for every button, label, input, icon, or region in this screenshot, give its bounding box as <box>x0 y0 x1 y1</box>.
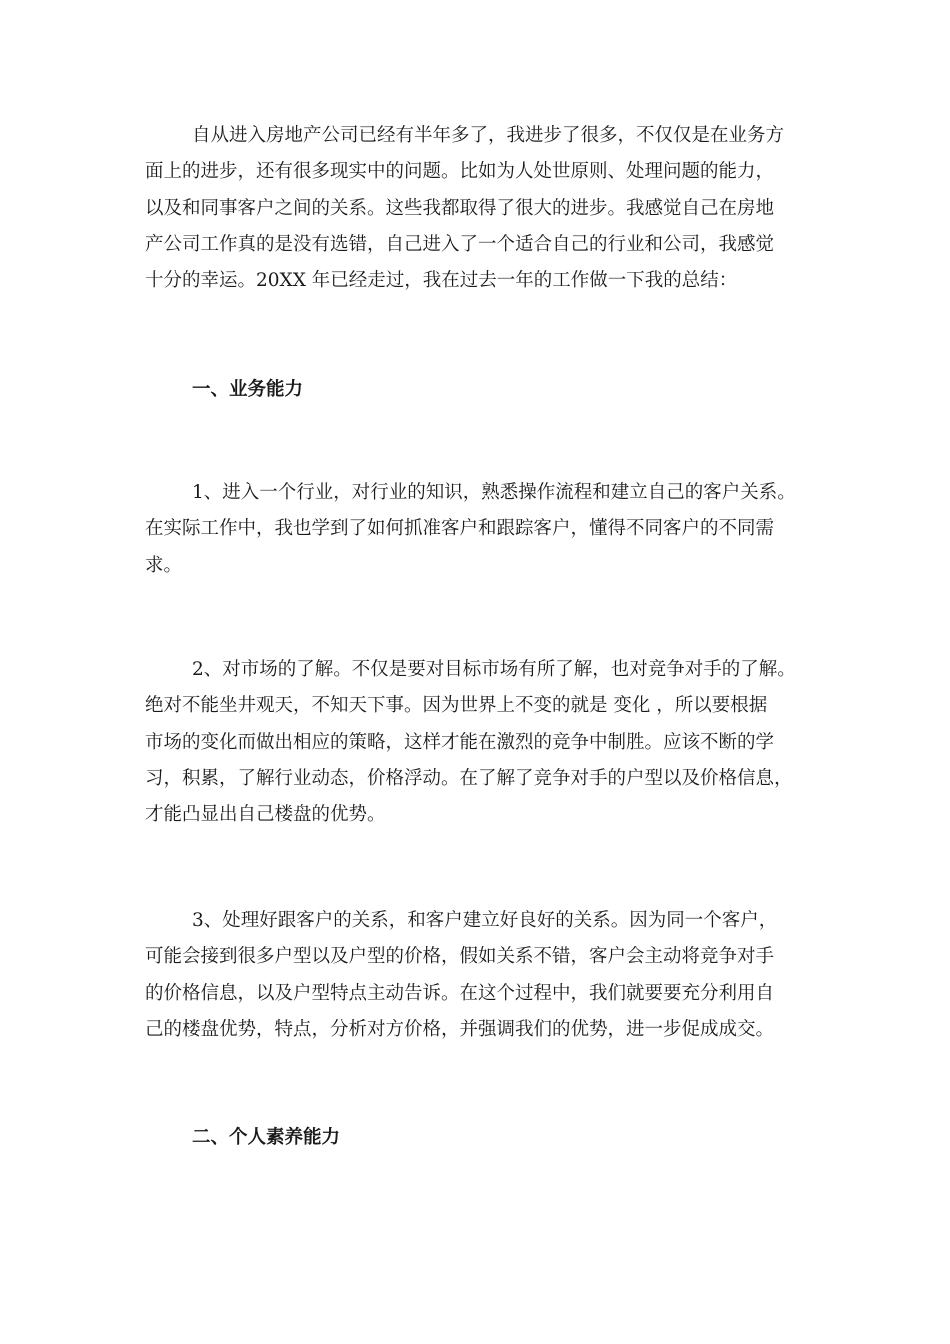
item-2-paragraph <box>145 652 815 833</box>
text-line: 3、处理好跟客户的关系，和客户建立好良好的关系。因为同一个客户， <box>192 910 778 931</box>
intro-paragraph <box>145 118 815 299</box>
text-line: 十分的幸运。20XX 年已经走过，我在过去一年的工作做一下我的总结： <box>145 270 738 292</box>
text-line: 以及和同事客户之间的关系。这些我都取得了很大的进步。我感觉自己在房地 <box>145 197 775 219</box>
text-line: 在实际工作中，我也学到了如何抓准客户和跟踪客户，懂得不同客户的不同需 <box>145 518 775 540</box>
text-line: 自从进入房地产公司已经有半年多了，我进步了很多，不仅仅是在业务方 <box>192 125 785 146</box>
text-line: 1、进入一个行业，对行业的知识，熟悉操作流程和建立自己的客户关系。 <box>192 482 796 503</box>
text-line: 可能会接到很多户型以及户型的价格，假如关系不错，客户会主动将竞争对手 <box>145 946 775 968</box>
text-line: 求。 <box>145 554 183 576</box>
item-1-paragraph <box>145 475 815 584</box>
section-heading-business: 一、业务能力 <box>192 379 304 400</box>
text-line: 才能凸显出自己楼盘的优势。 <box>145 804 386 826</box>
text-line: 产公司工作真的是没有选错，自己进入了一个适合自己的行业和公司，我感觉 <box>145 233 775 255</box>
section-heading-personal: 二、个人素养能力 <box>192 1127 341 1148</box>
text-line: 的价格信息，以及户型特点主动告诉。在这个过程中，我们就要要充分利用自 <box>145 982 775 1004</box>
text-line: 习，积累，了解行业动态，价格浮动。在了解了竞争对手的户型以及价格信息， <box>145 767 793 789</box>
text-line: 面上的进步，还有很多现实中的问题。比如为人处世原则、处理问题的能力， <box>145 161 775 183</box>
text-line: 市场的变化而做出相应的策略，这样才能在激烈的竞争中制胜。应该不断的学 <box>145 731 775 753</box>
item-3-paragraph <box>145 903 815 1048</box>
text-line: 己的楼盘优势，特点，分析对方价格，并强调我们的优势，进一步促成成交。 <box>145 1018 775 1040</box>
text-line: 绝对不能坐井观天，不知天下事。因为世界上不变的就是 变化 ，所以要根据 <box>145 695 768 717</box>
text-line: 2、对市场的了解。不仅是要对目标市场有所了解，也对竞争对手的了解。 <box>192 659 796 680</box>
